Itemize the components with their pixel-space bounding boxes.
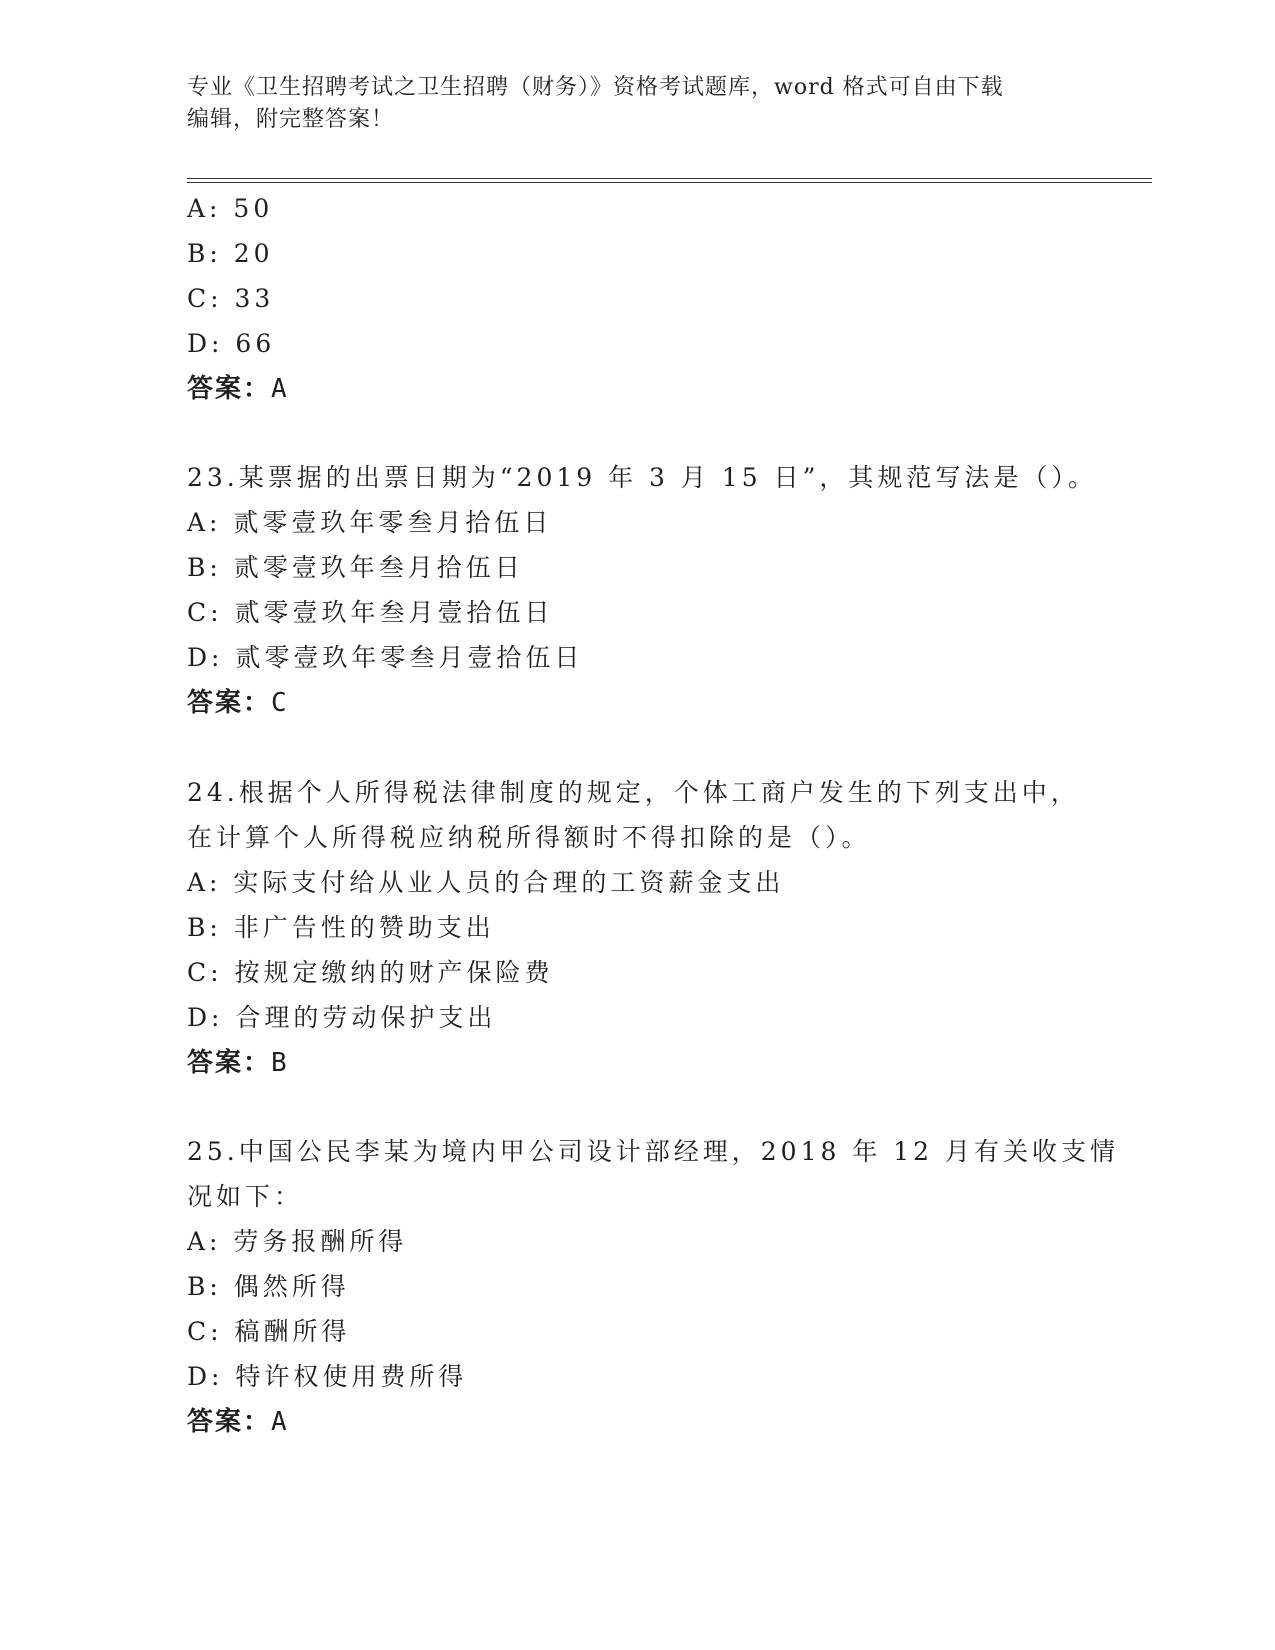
q22-answer: [187, 373, 289, 405]
q23-option-d: D: 贰零壹玖年零叁月壹拾伍日: [187, 643, 584, 672]
q23-option-a: A: 贰零壹玖年零叁月拾伍日: [187, 508, 553, 537]
answer-label: 答案：: [187, 1048, 272, 1078]
q24-option-b: B: 非广告性的赞助支出: [187, 913, 495, 942]
q25-option-a: A: 劳务报酬所得: [187, 1227, 408, 1256]
header-divider-bottom: [187, 182, 1152, 183]
q24-option-c: C: 按规定缴纳的财产保险费: [187, 958, 554, 987]
q24-stem-line-1: 24.根据个人所得税法律制度的规定，个体工商户发生的下列支出中，: [187, 778, 1080, 807]
q24-option-a: A: 实际支付给从业人员的合理的工资薪金支出: [187, 868, 785, 897]
q24-answer: [187, 1047, 289, 1079]
q24-stem-line-2: 在计算个人所得税应纳税所得额时不得扣除的是（）。: [187, 823, 871, 852]
answer-value: C: [271, 688, 289, 718]
q22-option-b: B: 20: [187, 239, 274, 268]
header-divider-top: [187, 178, 1152, 179]
q23-answer: [187, 687, 289, 719]
q25-stem-line-2: 况如下：: [187, 1182, 304, 1211]
answer-label: 答案：: [187, 688, 272, 718]
header-line-2: 编辑，附完整答案！: [187, 107, 395, 132]
q25-answer: [187, 1406, 289, 1438]
answer-value: B: [271, 1048, 289, 1078]
document-header: [187, 72, 1087, 136]
q25-option-c: C: 稿酬所得: [187, 1317, 351, 1346]
q22-option-d: D: 66: [187, 329, 276, 358]
answer-value: A: [271, 1407, 289, 1437]
q22-option-a: A: 50: [187, 194, 274, 223]
answer-label: 答案：: [187, 1407, 272, 1437]
q25-option-b: B: 偶然所得: [187, 1272, 350, 1301]
answer-value: A: [271, 374, 289, 404]
q25-option-d: D: 特许权使用费所得: [187, 1362, 468, 1391]
header-line-1: 专业《卫生招聘考试之卫生招聘（财务）》资格考试题库，word 格式可自由下载: [187, 75, 1004, 100]
q23-option-b: B: 贰零壹玖年叁月拾伍日: [187, 553, 524, 582]
q23-stem: 23.某票据的出票日期为“2019 年 3 月 15 日”，其规范写法是（）。: [187, 463, 1097, 492]
q22-option-c: C: 33: [187, 284, 275, 313]
answer-label: 答案：: [187, 374, 272, 404]
q25-stem-line-1: 25.中国公民李某为境内甲公司设计部经理，2018 年 12 月有关收支情: [187, 1137, 1120, 1166]
q24-option-d: D: 合理的劳动保护支出: [187, 1003, 497, 1032]
q23-option-c: C: 贰零壹玖年叁月壹拾伍日: [187, 598, 554, 627]
